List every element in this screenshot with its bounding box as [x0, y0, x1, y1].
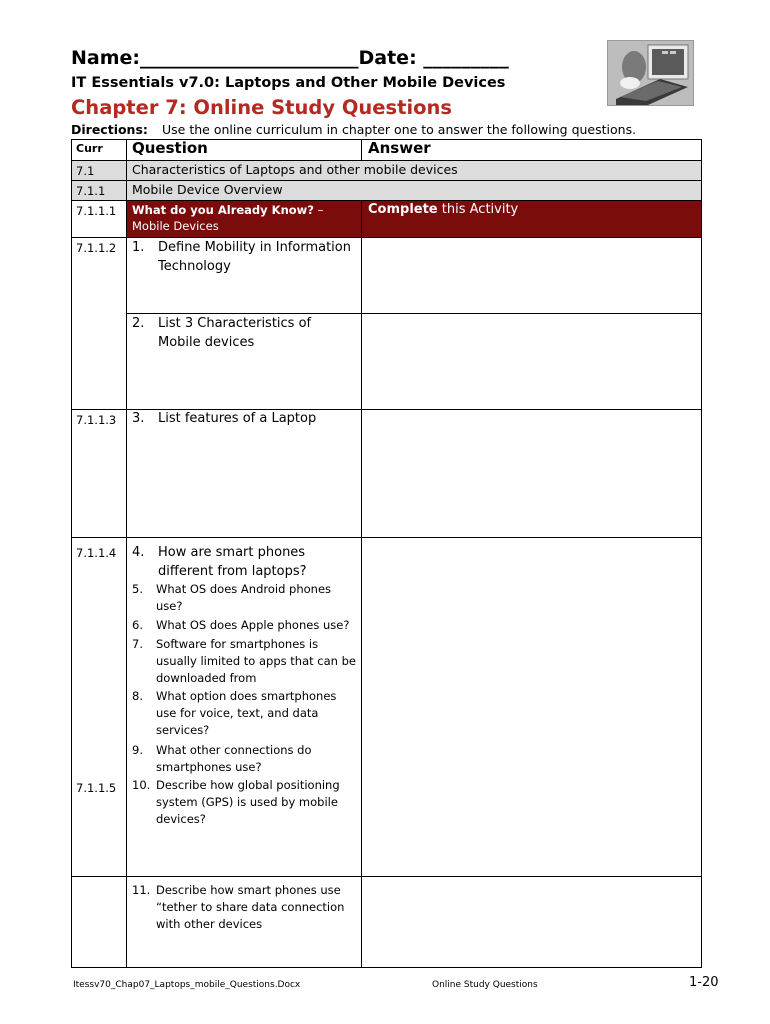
question-5: 5. What OS does Android phones use?: [132, 582, 332, 613]
directions-label: Directions:: [71, 122, 148, 137]
question-8: 8. What option does smartphones use for voice, text, and data services?: [132, 689, 337, 737]
question-4: 4. How are smart phones different from laptops?: [132, 545, 307, 579]
curr-7-1-1-4: 7.1.1.4: [76, 546, 117, 560]
question-10: 10. Describe how global positioning system (GPS) is used by mobile devices?: [132, 778, 340, 826]
col-header-question: Question: [132, 139, 208, 157]
col-header-curr: Curr: [76, 142, 103, 155]
footer-filename: Itessv70_Chap07_Laptops_mobile_Questions.Docx: [73, 980, 301, 990]
question-3: 3. List features of a Laptop: [132, 411, 317, 426]
question-1: 1. Define Mobility in Information Technology: [132, 240, 351, 274]
question-11: 11. Describe how smart phones use “tether to share data connection with other devices: [132, 883, 345, 931]
curr-7-1: 7.1: [76, 164, 95, 178]
curr-7-1-1-1: 7.1.1.1: [76, 204, 117, 218]
chapter-title: Chapter 7: Online Study Questions: [71, 96, 453, 119]
question-9: 9. What other connections do smartphones use?: [132, 743, 312, 774]
section-7-1-1-title: Mobile Device Overview: [132, 182, 283, 197]
curr-7-1-1-2: 7.1.1.2: [76, 241, 117, 255]
page-number: 1-20: [689, 975, 719, 990]
question-7: 7. Software for smartphones is usually limited to apps that can be downloaded from: [132, 637, 356, 685]
directions-text: Use the online curriculum in chapter one to answer the following questions.: [162, 122, 637, 137]
activity-question: What do you Already Know? – Mobile Devices: [132, 203, 324, 233]
curr-7-1-1: 7.1.1: [76, 184, 106, 198]
name-date-line: Name:_______________________Date: _________: [71, 47, 509, 69]
study-table: [71, 139, 702, 968]
document-subtitle: IT Essentials v7.0: Laptops and Other Mobile Devices: [71, 75, 506, 91]
laptop-photo: [607, 40, 694, 106]
question-2: 2. List 3 Characteristics of Mobile devices: [132, 316, 312, 350]
question-6: 6. What OS does Apple phones use?: [132, 618, 350, 632]
section-7-1-title: Characteristics of Laptops and other mobile devices: [132, 162, 458, 177]
activity-answer: Complete this Activity: [368, 202, 519, 217]
curr-7-1-1-3: 7.1.1.3: [76, 413, 117, 427]
footer-center: Online Study Questions: [432, 980, 538, 990]
col-header-answer: Answer: [368, 139, 431, 157]
curr-7-1-1-5: 7.1.1.5: [76, 781, 117, 795]
